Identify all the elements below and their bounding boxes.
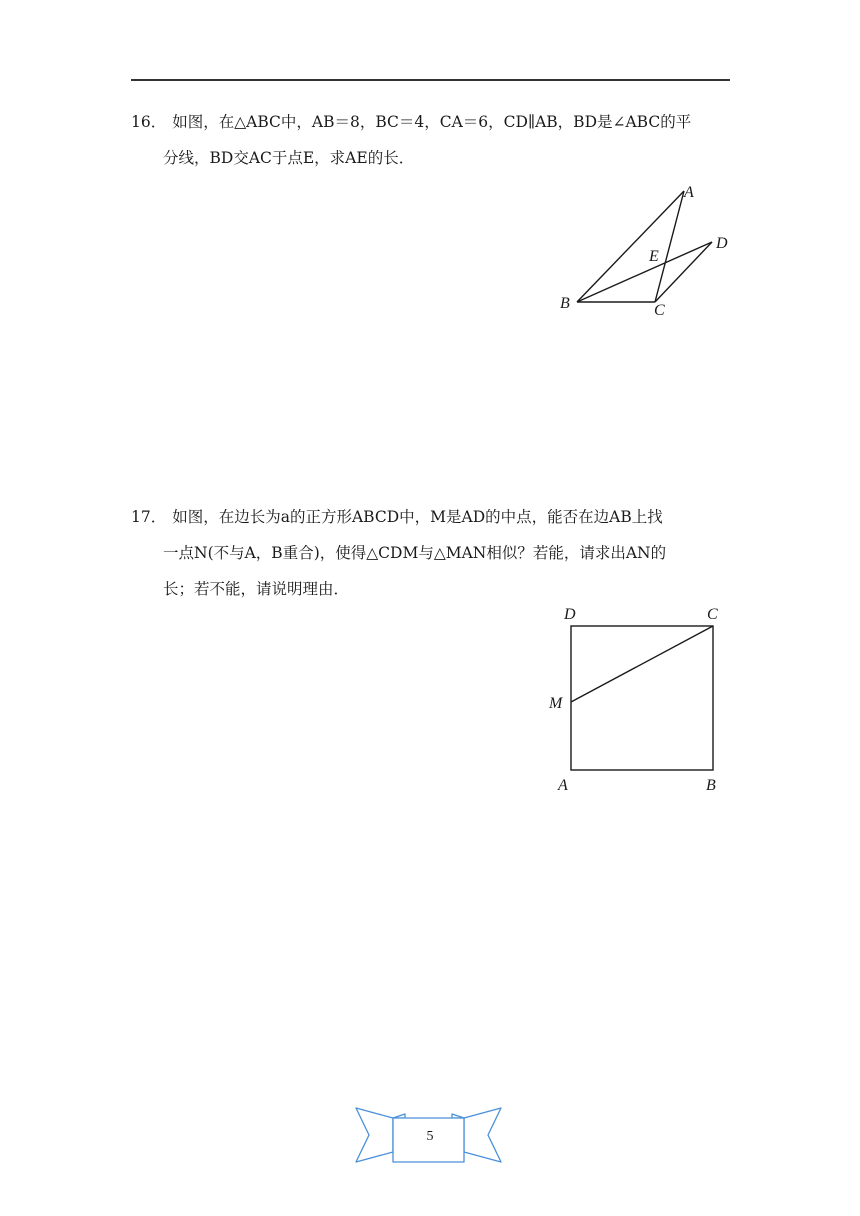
segment-bd	[577, 242, 712, 302]
label-a: A	[558, 777, 568, 794]
problem-17	[131, 499, 731, 607]
segment-ba	[577, 191, 684, 302]
label-b: B	[560, 295, 570, 312]
problem-17-line-3: 长；若不能，请说明理由．	[163, 580, 350, 598]
figure-square-abcd	[540, 600, 740, 800]
header-rule	[131, 79, 730, 81]
label-c: C	[654, 302, 665, 319]
problem-17-line-1	[131, 499, 731, 535]
square-abcd	[571, 626, 713, 770]
problem-17-line-2: 一点N(不与A，B重合)，使得△CDM与△MAN相似？若能，请求出AN的	[163, 544, 667, 562]
problem-16-text-1: 如图，在△ABC中，AB＝8，BC＝4，CA＝6，CD∥AB，BD是∠ABC的平	[172, 113, 692, 131]
label-b: B	[706, 777, 716, 794]
segment-ac	[655, 191, 684, 302]
label-c: C	[707, 606, 718, 623]
label-e: E	[649, 248, 659, 265]
problem-16-number: 16．	[131, 113, 167, 131]
label-a: A	[684, 184, 694, 201]
segment-mc	[571, 626, 713, 702]
problem-17-number: 17．	[131, 508, 167, 526]
figure-triangle-abc	[550, 180, 740, 320]
problem-16-line-1	[131, 104, 731, 140]
label-d: D	[716, 235, 728, 252]
page-number: 5	[426, 1129, 434, 1144]
problem-16-line-2: 分线，BD交AC于点E，求AE的长．	[163, 149, 415, 167]
label-d: D	[564, 606, 576, 623]
problem-16	[131, 104, 731, 176]
label-m: M	[549, 695, 563, 712]
problem-17-text-1: 如图，在边长为a的正方形ABCD中，M是AD的中点，能否在边AB上找	[172, 508, 663, 526]
